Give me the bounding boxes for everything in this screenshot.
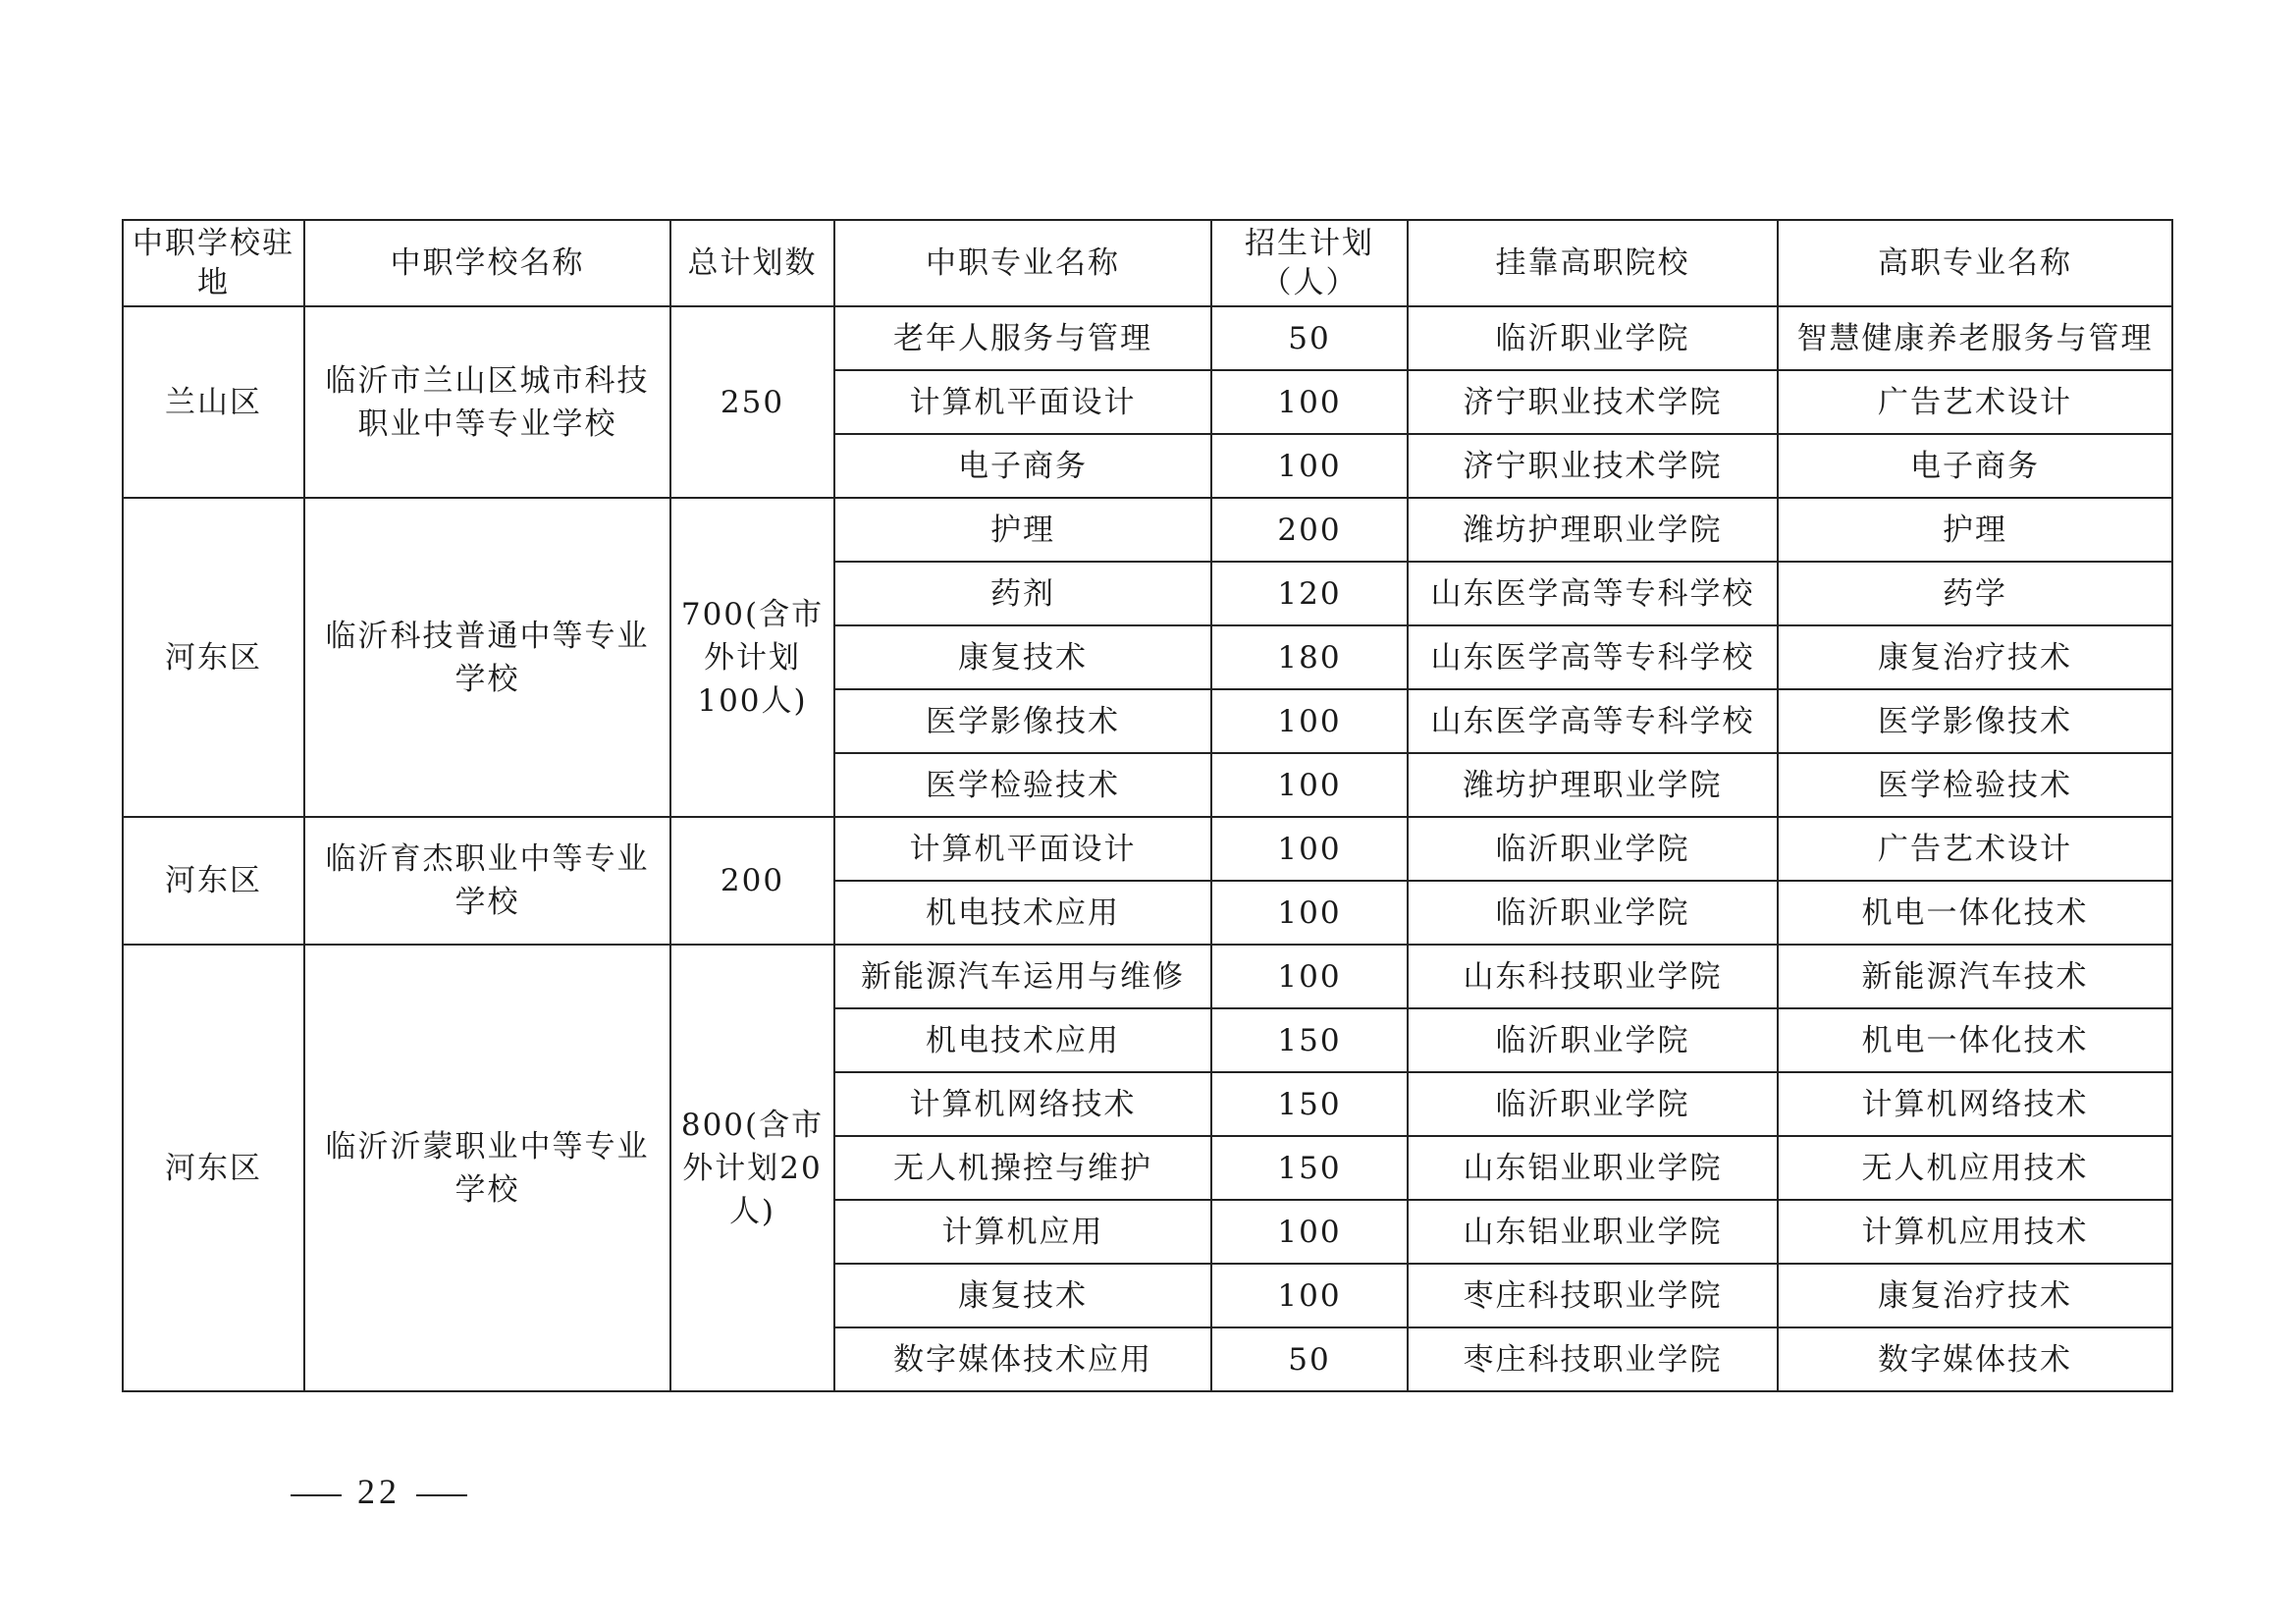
table-row — [123, 945, 2172, 1008]
major-name: 计算机网络技术 — [834, 1072, 1211, 1136]
major-name: 医学影像技术 — [834, 689, 1211, 753]
major-name: 老年人服务与管理 — [834, 306, 1211, 370]
enrollment-plan: 150 — [1211, 1136, 1408, 1200]
college-name: 济宁职业技术学院 — [1408, 434, 1778, 498]
college-major-name: 康复治疗技术 — [1778, 625, 2172, 689]
school-location: 兰山区 — [123, 306, 304, 498]
college-major-name: 电子商务 — [1778, 434, 2172, 498]
college-name: 枣庄科技职业学院 — [1408, 1264, 1778, 1327]
enrollment-plan: 50 — [1211, 1327, 1408, 1391]
college-name: 枣庄科技职业学院 — [1408, 1327, 1778, 1391]
college-name: 山东铝业职业学院 — [1408, 1200, 1778, 1264]
major-name: 计算机平面设计 — [834, 817, 1211, 881]
college-name: 临沂职业学院 — [1408, 817, 1778, 881]
enrollment-plan: 100 — [1211, 881, 1408, 945]
school-location: 河东区 — [123, 945, 304, 1391]
total-plan: 800(含市外计划20人) — [670, 945, 834, 1391]
footer-dash-left — [291, 1494, 342, 1496]
college-major-name: 智慧健康养老服务与管理 — [1778, 306, 2172, 370]
college-major-name: 广告艺术设计 — [1778, 370, 2172, 434]
major-name: 护理 — [834, 498, 1211, 562]
major-name: 无人机操控与维护 — [834, 1136, 1211, 1200]
college-name: 潍坊护理职业学院 — [1408, 753, 1778, 817]
school-location: 河东区 — [123, 498, 304, 817]
header-plan: 招生计划（人） — [1211, 220, 1408, 306]
major-name: 药剂 — [834, 562, 1211, 625]
college-name: 山东医学高等专科学校 — [1408, 625, 1778, 689]
header-total: 总计划数 — [670, 220, 834, 306]
college-name: 山东医学高等专科学校 — [1408, 689, 1778, 753]
header-location: 中职学校驻地 — [123, 220, 304, 306]
table-body — [123, 306, 2172, 1391]
college-major-name: 医学检验技术 — [1778, 753, 2172, 817]
college-major-name: 无人机应用技术 — [1778, 1136, 2172, 1200]
school-name: 临沂科技普通中等专业学校 — [304, 498, 670, 817]
enrollment-plan: 50 — [1211, 306, 1408, 370]
college-major-name: 计算机应用技术 — [1778, 1200, 2172, 1264]
school-name: 临沂沂蒙职业中等专业学校 — [304, 945, 670, 1391]
table-row — [123, 817, 2172, 881]
enrollment-plan: 100 — [1211, 434, 1408, 498]
college-major-name: 机电一体化技术 — [1778, 1008, 2172, 1072]
enrollment-plan: 100 — [1211, 689, 1408, 753]
enrollment-plan: 100 — [1211, 370, 1408, 434]
total-plan: 200 — [670, 817, 834, 945]
college-name: 临沂职业学院 — [1408, 881, 1778, 945]
college-name: 临沂职业学院 — [1408, 1008, 1778, 1072]
college-major-name: 广告艺术设计 — [1778, 817, 2172, 881]
college-name: 临沂职业学院 — [1408, 306, 1778, 370]
college-major-name: 护理 — [1778, 498, 2172, 562]
footer-dash-right — [416, 1494, 467, 1496]
major-name: 计算机应用 — [834, 1200, 1211, 1264]
page-footer — [275, 1471, 483, 1512]
table-row — [123, 306, 2172, 370]
school-name: 临沂育杰职业中等专业学校 — [304, 817, 670, 945]
college-major-name: 医学影像技术 — [1778, 689, 2172, 753]
major-name: 电子商务 — [834, 434, 1211, 498]
enrollment-plan: 150 — [1211, 1072, 1408, 1136]
college-major-name: 新能源汽车技术 — [1778, 945, 2172, 1008]
total-plan: 700(含市外计划100人) — [670, 498, 834, 817]
enrollment-plan: 200 — [1211, 498, 1408, 562]
school-location: 河东区 — [123, 817, 304, 945]
college-major-name: 计算机网络技术 — [1778, 1072, 2172, 1136]
page-number: 22 — [357, 1472, 400, 1511]
table-header-row — [123, 220, 2172, 306]
enrollment-plan: 120 — [1211, 562, 1408, 625]
enrollment-plan: 100 — [1211, 1200, 1408, 1264]
major-name: 康复技术 — [834, 625, 1211, 689]
major-name: 医学检验技术 — [834, 753, 1211, 817]
major-name: 新能源汽车运用与维修 — [834, 945, 1211, 1008]
college-name: 山东科技职业学院 — [1408, 945, 1778, 1008]
table-row — [123, 498, 2172, 562]
major-name: 机电技术应用 — [834, 881, 1211, 945]
enrollment-plan: 150 — [1211, 1008, 1408, 1072]
enrollment-plan: 180 — [1211, 625, 1408, 689]
header-major: 中职专业名称 — [834, 220, 1211, 306]
major-name: 计算机平面设计 — [834, 370, 1211, 434]
enrollment-plan: 100 — [1211, 945, 1408, 1008]
major-name: 数字媒体技术应用 — [834, 1327, 1211, 1391]
enrollment-plan-table — [122, 219, 2173, 1392]
header-school: 中职学校名称 — [304, 220, 670, 306]
college-name: 临沂职业学院 — [1408, 1072, 1778, 1136]
total-plan: 250 — [670, 306, 834, 498]
college-major-name: 机电一体化技术 — [1778, 881, 2172, 945]
enrollment-plan: 100 — [1211, 1264, 1408, 1327]
header-college-major: 高职专业名称 — [1778, 220, 2172, 306]
major-name: 机电技术应用 — [834, 1008, 1211, 1072]
college-name: 潍坊护理职业学院 — [1408, 498, 1778, 562]
college-name: 济宁职业技术学院 — [1408, 370, 1778, 434]
college-major-name: 康复治疗技术 — [1778, 1264, 2172, 1327]
major-name: 康复技术 — [834, 1264, 1211, 1327]
header-college: 挂靠高职院校 — [1408, 220, 1778, 306]
enrollment-plan: 100 — [1211, 753, 1408, 817]
college-major-name: 药学 — [1778, 562, 2172, 625]
college-name: 山东医学高等专科学校 — [1408, 562, 1778, 625]
college-major-name: 数字媒体技术 — [1778, 1327, 2172, 1391]
enrollment-plan: 100 — [1211, 817, 1408, 881]
school-name: 临沂市兰山区城市科技职业中等专业学校 — [304, 306, 670, 498]
college-name: 山东铝业职业学院 — [1408, 1136, 1778, 1200]
